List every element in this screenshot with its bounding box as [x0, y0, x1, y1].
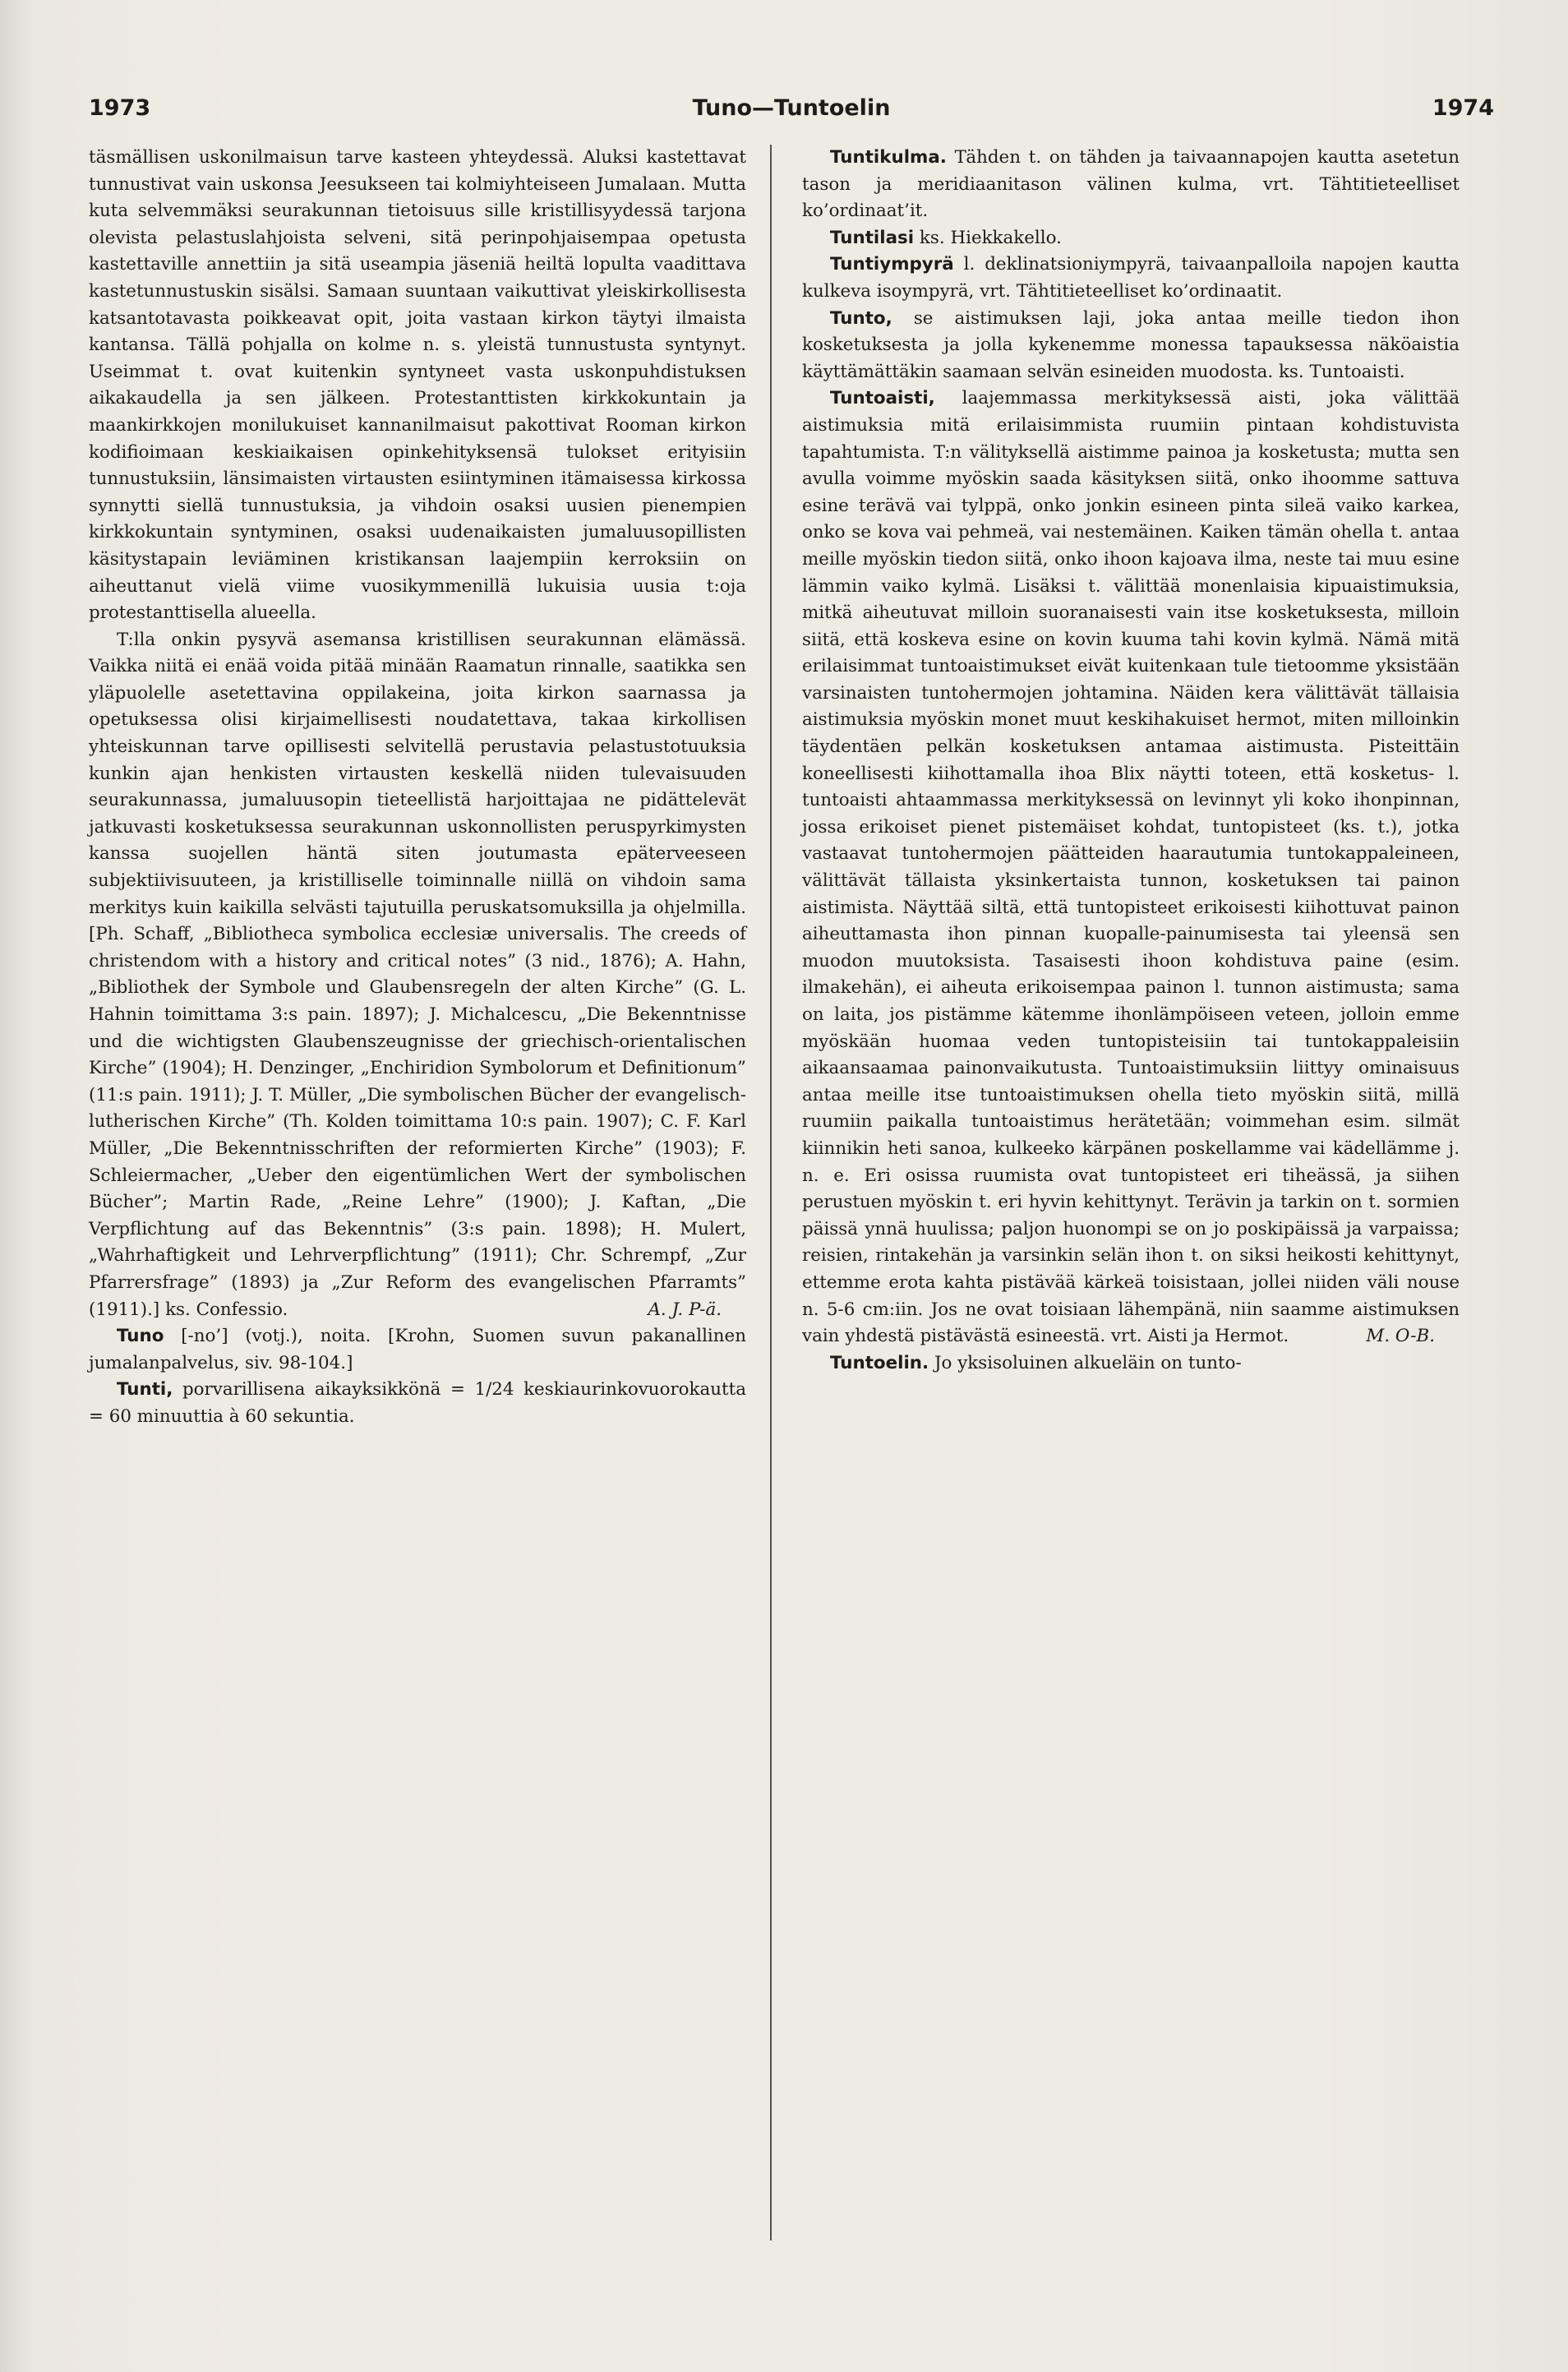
- entry-tuno: [89, 1323, 746, 1377]
- paragraph: [89, 627, 746, 1323]
- entry-tuntiympyra: [802, 252, 1460, 305]
- running-title: Tuno—Tuntoelin: [692, 95, 891, 121]
- entry-text: laajemmassa merkityksessä aisti, joka välittää aistimuksia mitä erilaisimmista ruumiin pintaan kohdistuvista tapahtumista. T:n välityksellä aistimme painoa ja kosketusta; mutta sen avulla voimme myöskin saada käsityksen siitä, onko ihoomme sattuva esine terävä vai tylppä, onko jonkin esineen pinta sileä vaiko karkea, onko se kova vai pehmeä, vai nestemäinen. Kaiken tämän ohella t. antaa meille myöskin tiedon siitä, onko ihoon kajoava ilma, neste tai muu esine lämmin vaiko kylmä. Lisäksi t. välittää monenlaisia kipuaistimuksia, mitkä aiheutuvat milloin suoranaisesti vain itse kosketuksesta, milloin siitä, että koskeva esine on kovin kuuma tahi kovin kylmä. Nämä mitä erilaisimmat tuntoaistimukset eivät kuitenkaan tule tietoomme yksistään varsinaisten tuntohermojen johtamina. Näiden kera välittävät tällaisia aistimuksia myöskin monet muut keskihakuiset hermot, miten milloinkin täydentäen pelkän kosketuksen antamaa aistimusta. Pisteittäin koneellisesti kiihottamalla ihoa Blix näytti toteen, että kosketus- l. tuntoaisti ahtaammassa merkityksessä on levinnyt yli koko ihonpinnan, jossa erikoiset pienet pistemäiset kohdat, tuntopisteet (ks. t.), jotka vastaavat tuntohermojen päätteiden haarautumia tuntokappaleineen, välittävät tällaista yksinkertaista tunnon, kosketuksen tai painon aistimista. Näyttää siltä, että tuntopisteet erikoisesti kiihottuvat painon aiheuttamasta ihon pinnan kuopalle-painumisesta tai yleensä sen muodon muutoksista. Tasaisesti ihoon kohdistuva paine (esim. ilmakehän), ei aiheuta erikoisempaa painon l. tunnon aistimusta; sama on laita, jos pistämme kätemme ihonlämpöiseen veteen, jolloin emme myöskään huomaa veden tuntopisteisiin tai tuntokappaleisiin aikaansaamaa painonvaikutusta. Tuntoaistimuksiin liittyy ominaisuus antaa meille itse tuntoaistimuksen ohella tieto myöskin siitä, millä ruumiin paikalla tuntoaistimus herätetään; voimmehan esim. silmät kiinnikin heti sanoa, kulkeeko kärpänen poskellamme vai kädellämme j. n. e. Eri osissa ruumista ovat tuntopisteet eri tiheässä, ja siihen perustuen myöskin t. eri hyvin kehittynyt. Terävin ja tarkin on t. sormien päissä ynnä huulissa; paljon huonompi se on jo poskipäissä ja varpaissa; reisien, rintakehän ja varsinkin selän ihon t. on siksi heikosti kehittynyt, ettemme erota kahta pistävää kärkeä toisistaan, jollei niiden väli nouse n. 5-6 cm:iin. Jos ne ovat toisiaan lähempänä, niin saamme aistimuksen vain yhdestä pistävästä esineestä. vrt. Aisti ja Hermot.: [802, 388, 1460, 1347]
- headword: Tuntoelin.: [830, 1352, 929, 1373]
- left-column: [89, 145, 746, 1431]
- page-number-right: 1974: [1432, 95, 1494, 121]
- entry-text: Jo yksisoluinen alkueläin on tunto-: [934, 1352, 1242, 1373]
- headword: Tunti,: [117, 1379, 173, 1401]
- headword: Tuntiympyrä: [830, 254, 954, 275]
- right-column: [802, 145, 1460, 1377]
- headword: Tunto,: [830, 307, 892, 329]
- page-header: [89, 95, 1494, 128]
- entry-tuntoelin: [802, 1350, 1460, 1378]
- column-divider: [770, 145, 772, 2240]
- entry-text: l. deklinatsioniympyrä, taivaanpalloila napojen kautta kulkeva isoympyrä, vrt. Tähtitieteelliset ko’ordinaatit.: [802, 254, 1460, 302]
- paragraph-text: T:lla onkin pysyvä asemansa kristillisen seurakunnan elämässä. Vaikka niitä ei enää voida pitää minään Raamatun rinnalle, saatikka sen yläpuolelle asetettavina oppilakeina, joita kirkon saarnassa ja opetuksessa olisi kirjaimellisesti noudatettava, takaa kirkollisen yhteiskunnan tarve opillisesti selvitellä perustavia pelastustotuuksia kunkin ajan henkisten virtausten keskellä niiden tulevaisuuden seurakunnassa, jumaluusopin tieteellistä harjoittajaa ne pidättelevät jatkuvasti kosketuksessa seurakunnan uskonnollisten peruspyrkimysten kanssa suojellen häntä siten joutumasta epäterveeseen subjektiivisuuteen, ja kristilliselle toiminnalle niillä on vihdoin sama merkitys kuin kaikilla selvästi tajutuilla peruskatsomuksilla ja ohjelmilla. [Ph. Schaff, „Bibliotheca symbolica ecclesiæ universalis. The creeds of christendom with a history and critical notes” (3 nid., 1876); A. Hahn, „Bibliothek der Symbole und Glaubensregeln der alten Kirche” (G. L. Hahnin toimittama 3:s pain. 1897); J. Michalcescu, „Die Bekenntnisse und die wichtigsten Glaubenszeugnisse der griechisch-orientalischen Kirche” (1904); H. Denzinger, „Enchiridion Symbolorum et Definitionum” (11:s pain. 1911); J. T. Müller, „Die symbolischen Bücher der evangelisch-lutherischen Kirche” (Th. Kolden toimittama 10:s pain. 1907); C. F. Karl Müller, „Die Bekenntnisschriften der reformierten Kirche” (1903); F. Schleiermacher, „Ueber den eigentümlichen Wert der symbolischen Bücher”; Martin Rade, „Reine Lehre” (1900); J. Kaftan, „Die Verpflichtung auf das Bekenntnis” (3:s pain. 1898); H. Mulert, „Wahrhaftigkeit und Lehrverpflichtung” (1911); Chr. Schrempf, „Zur Pfarrersfrage” (1893) ja „Zur Reform des evangelischen Pfarramts” (1911).] ks. Confessio.: [89, 629, 746, 1320]
- author-signature: M. O-B.: [1366, 1326, 1435, 1347]
- headword: Tuntilasi: [830, 227, 915, 248]
- headword: Tuntoaisti,: [830, 388, 935, 409]
- headword: Tuntikulma.: [830, 147, 947, 168]
- entry-tunti: [89, 1377, 746, 1430]
- paragraph: täsmällisen uskonilmaisun tarve kasteen yhteydessä. Aluksi kastettavat tunnustivat vain uskonsa Jeesukseen tai kolmiyhteiseen Jumalaan. Mutta kuta selvemmäksi seurakunnan tietoisuus sille kristillisyydessä tarjona olevista pelastuslahjoista selveni, sitä perinpohjaisempaa opetusta kastettaville annettiin ja sitä useampia jäseniä heiltä lopulta vaadittava kastetunnustuskin sisälsi. Samaan suuntaan vaikuttivat yleiskirkollisesta katsantotavasta poikkeavat opit, joita vastaan kirkon täytyi ilmaista kantansa. Tällä pohjalla on kolme n. s. yleistä tunnustusta syntynyt. Useimmat t. ovat kuitenkin syntyneet vasta uskonpuhdistuksen aikakaudella ja sen jälkeen. Protestanttisten kirkkokuntain ja maankirkkojen monilukuiset kannanilmaisut pakottivat Rooman kirkon kodifioimaan keskiaikaisen opinkehityksensä tulokset erityisiin tunnustuksiin, länsimaisten virtausten esiintyminen itämaisessa kirkossa synnytti siellä tunnustuksia, ja vihdoin osaksi uusien pienempien kirkkokuntain syntyminen, osaksi uudenaikaisten jumaluusopillisten käsitystapain leviäminen kristikansan laajempiin kerroksiin on aiheuttanut vielä viime vuosikymmenillä lukuisia uusia t:oja protestanttisella alueella.: [89, 147, 746, 624]
- entry-tuntikulma: [802, 145, 1460, 225]
- entry-tuntilasi: [802, 225, 1460, 252]
- entry-tuntoaisti: [802, 385, 1460, 1350]
- entry-text: ks. Hiekkakello.: [919, 227, 1062, 248]
- entry-text: se aistimuksen laji, joka antaa meille tiedon ihon kosketuksesta ja jolla kykenemme monessa tapauksessa näköaistia käyttämättäkin saamaan selvän esineiden muodosta. ks. Tuntoaisti.: [802, 307, 1460, 382]
- entry-text: porvarillisena aikayksikkönä = 1/24 keskiaurinkovuorokautta = 60 minuuttia à 60 sekuntia.: [89, 1379, 746, 1427]
- entry-tunto: [802, 306, 1460, 386]
- entry-text: Tähden t. on tähden ja taivaannapojen kautta asetetun tason ja meridiaanitason välinen kulma, vrt. Tähtitieteelliset ko’ordinaat’it.: [802, 147, 1460, 222]
- page-number-left: 1973: [89, 95, 151, 121]
- headword: Tuno: [117, 1326, 164, 1347]
- entry-text: [-no’] (votj.), noita. [Krohn, Suomen suvun pakanallinen jumalanpalvelus, siv. 98-104.]: [89, 1326, 746, 1373]
- author-signature: A. J. P-ä.: [648, 1299, 722, 1320]
